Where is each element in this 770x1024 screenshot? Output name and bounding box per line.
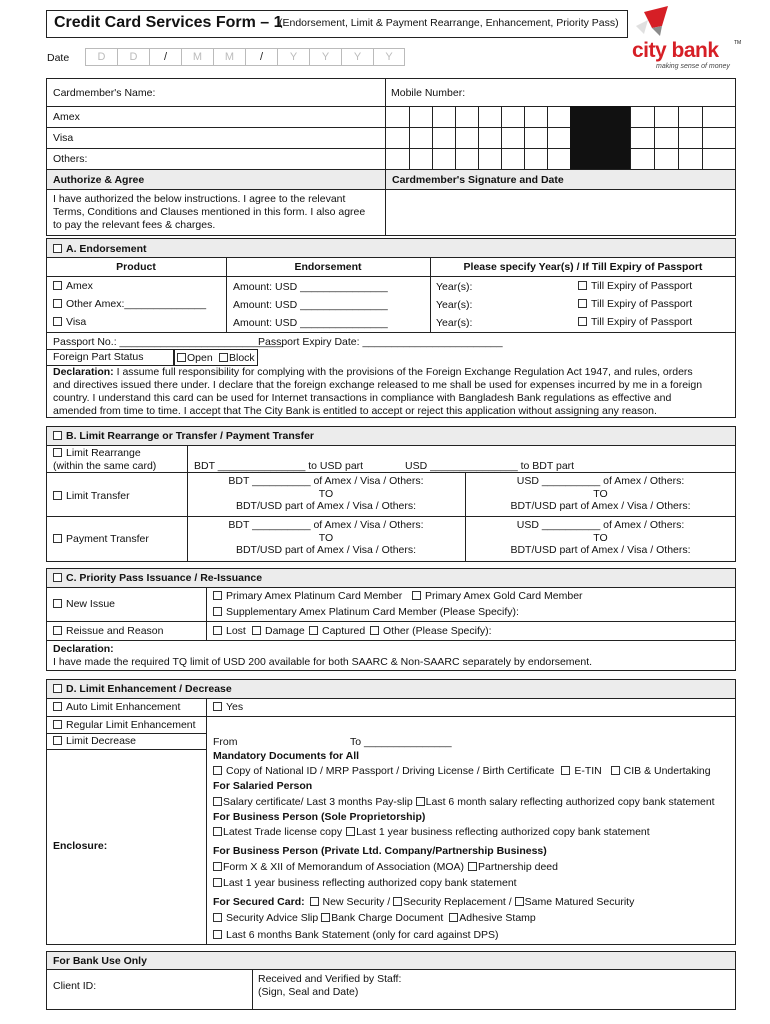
auto-enhancement-checkbox[interactable]	[53, 702, 62, 711]
limit-decrease-option: Limit Decrease	[53, 735, 136, 748]
limit-transfer-usd[interactable]: USD __________ of Amex / Others: TO BDT/USD part of Amex / Visa / Others:	[510, 475, 691, 513]
endorsement-declaration: Declaration: I assume full responsibility for complying with the provisions of the Foreign Exchange Regulation Act 1947, and rules, orders and directives issued there under. I declare that the foreign exchange released to me shall be used for expenses incurred by me in a foreign country. I understand this card can be used for Internet transactions in compliance with Bangladesh Bank regulations as effective and amended from time to time. I accept that The City Bank is entitled to accept or reject this application without assigning any reason.	[53, 366, 703, 418]
priority-pass-section-checkbox[interactable]	[53, 573, 62, 582]
date-cell[interactable]: M	[213, 48, 245, 66]
ltd-title: For Business Person (Private Ltd. Company/Partnership Business)	[213, 845, 547, 857]
limit-rearrange-section-checkbox[interactable]	[53, 431, 62, 440]
reason-captured: Captured	[309, 625, 365, 638]
payment-transfer-checkbox[interactable]	[53, 534, 62, 543]
status-block-checkbox[interactable]	[219, 353, 228, 362]
date-cell[interactable]: D	[117, 48, 149, 66]
payment-transfer-option: Payment Transfer	[53, 533, 149, 546]
adhesive-stamp-checkbox[interactable]	[449, 913, 458, 922]
form-title: Credit Card Services Form – 1	[54, 14, 283, 31]
cardmember-signature-field[interactable]	[390, 192, 730, 232]
product-amex: Amex	[53, 280, 93, 293]
status-open-checkbox[interactable]	[177, 353, 186, 362]
same-matured-checkbox[interactable]	[515, 897, 524, 906]
cardmember-name-label: Cardmember's Name:	[53, 87, 156, 99]
to-field[interactable]: To _______________	[350, 736, 452, 748]
charge-doc-checkbox[interactable]	[321, 913, 330, 922]
col-endorsement: Endorsement	[294, 261, 362, 273]
product-other-amex: Other Amex:______________	[53, 298, 206, 311]
date-cell[interactable]: Y	[277, 48, 309, 66]
limit-decrease-checkbox[interactable]	[53, 736, 62, 745]
years-field[interactable]: Year(s):	[436, 281, 473, 293]
years-field[interactable]: Year(s):	[436, 317, 473, 329]
reason-other-checkbox[interactable]	[370, 626, 379, 635]
endorsement-checkbox[interactable]	[53, 244, 62, 253]
reason-lost: Lost	[213, 625, 246, 638]
date-label: Date	[47, 52, 70, 64]
advice-slip-checkbox[interactable]	[213, 913, 222, 922]
reissue-checkbox[interactable]	[53, 626, 62, 635]
supplementary-checkbox[interactable]	[213, 607, 222, 616]
nid-checkbox[interactable]	[213, 766, 222, 775]
years-field[interactable]: Year(s):	[436, 299, 473, 311]
mobile-number-label: Mobile Number:	[391, 87, 466, 99]
masked-card-digits	[570, 106, 630, 169]
reissue-option: Reissue and Reason	[53, 625, 163, 638]
priority-pass-declaration: Declaration: I have made the required TQ limit of USD 200 available for both SAARC & Non-SAARC separately by endorsement.	[53, 643, 593, 668]
yes-checkbox[interactable]	[213, 702, 222, 711]
bank-use-title: For Bank Use Only	[53, 955, 147, 967]
date-separator: /	[149, 48, 181, 66]
new-issue-checkbox[interactable]	[53, 599, 62, 608]
from-field[interactable]: From	[213, 736, 238, 748]
limit-transfer-bdt[interactable]: BDT __________ of Amex / Visa / Others: TO BDT/USD part of Amex / Visa / Others:	[228, 475, 424, 513]
date-cell[interactable]: M	[181, 48, 213, 66]
staff-signature-field[interactable]	[430, 972, 730, 1006]
new-issue-option: New Issue	[53, 598, 115, 611]
new-security-checkbox[interactable]	[310, 897, 319, 906]
gold-member-checkbox[interactable]	[412, 591, 421, 600]
reason-other: Other (Please Specify):	[370, 625, 492, 638]
card-type-amex: Amex	[53, 111, 80, 123]
limit-rearrange-option: Limit Rearrange (within the same card)	[53, 447, 157, 473]
city-bank-logo	[622, 6, 742, 72]
ltd-docs-row: Form X & XII of Memorandum of Association (MOA) Partnership deed	[213, 861, 558, 874]
salary-statement-checkbox[interactable]	[416, 797, 425, 806]
auto-enhancement-option: Auto Limit Enhancement	[53, 701, 180, 714]
foreign-part-label: Foreign Part Status	[53, 351, 144, 363]
trade-license-checkbox[interactable]	[213, 827, 222, 836]
business-title: For Business Person (Sole Proprietorship)	[213, 811, 426, 823]
logo-text: city bank	[632, 39, 719, 62]
dps-row: Last 6 months Bank Statement (only for card against DPS)	[213, 929, 499, 942]
card-number-grid[interactable]	[385, 106, 736, 169]
till-expiry-option: Till Expiry of Passport	[578, 280, 692, 293]
limit-rearrange-checkbox[interactable]	[53, 448, 62, 457]
passport-expiry-field[interactable]: Passport Expiry Date: ________________________	[258, 336, 503, 348]
reason-lost-checkbox[interactable]	[213, 626, 222, 635]
authorize-title: Authorize & Agree	[53, 174, 145, 186]
mandatory-docs-title: Mandatory Documents for All	[213, 750, 360, 762]
till-expiry-checkbox[interactable]	[578, 281, 587, 290]
moa-checkbox[interactable]	[213, 862, 222, 871]
payment-transfer-bdt[interactable]: BDT __________ of Amex / Visa / Others: TO BDT/USD part of Amex / Visa / Others:	[228, 519, 424, 557]
signature-title: Cardmember's Signature and Date	[392, 174, 564, 186]
logo-tagline: making sense of money	[656, 63, 730, 70]
client-id-input[interactable]	[110, 972, 248, 1006]
security-replacement-checkbox[interactable]	[393, 897, 402, 906]
business-docs-row: Latest Trade license copy Last 1 year business reflecting authorized copy bank statement	[213, 826, 650, 839]
usd-to-bdt-field[interactable]: USD _______________ to BDT part	[405, 460, 575, 472]
secured-docs-row: Security Advice Slip Bank Charge Document Adhesive Stamp	[213, 912, 536, 925]
limit-transfer-option: Limit Transfer	[53, 490, 130, 503]
amount-field[interactable]: Amount: USD _______________	[233, 299, 388, 311]
card-type-visa: Visa	[53, 132, 74, 144]
mandatory-docs-row: Copy of National ID / MRP Passport / Driving License / Birth Certificate E-TIN CIB & Undertaking	[213, 765, 711, 778]
gold-member-option: Primary Amex Gold Card Member	[412, 590, 583, 603]
passport-no-field[interactable]: Passport No.: ____________________________	[53, 336, 284, 348]
etin-checkbox[interactable]	[561, 766, 570, 775]
limit-transfer-checkbox[interactable]	[53, 491, 62, 500]
business-statement-checkbox[interactable]	[346, 827, 355, 836]
product-visa-checkbox[interactable]	[53, 317, 62, 326]
authorize-text: I have authorized the below instructions. I agree to the relevant Terms, Conditions and Clauses mentioned in this form. I also agree to pay the relevant fees & charges.	[53, 193, 366, 232]
limit-enhancement-title: D. Limit Enhancement / Decrease	[53, 683, 232, 696]
ltd-statement-checkbox[interactable]	[213, 878, 222, 887]
form-subtitle: (Endorsement, Limit & Payment Rearrange, Enhancement, Priority Pass)	[279, 17, 619, 29]
received-verified-label: Received and Verified by Staff: (Sign, Seal and Date)	[258, 973, 402, 999]
client-id-label: Client ID:	[53, 980, 97, 992]
date-cell[interactable]: D	[85, 48, 117, 66]
ltd-statement-row: Last 1 year business reflecting authorized copy bank statement	[213, 877, 517, 890]
date-cell[interactable]: Y	[373, 48, 405, 66]
product-amex-checkbox[interactable]	[53, 281, 62, 290]
regular-enhancement-checkbox[interactable]	[53, 720, 62, 729]
till-expiry-checkbox[interactable]	[578, 317, 587, 326]
till-expiry-option: Till Expiry of Passport	[578, 298, 692, 311]
cardmember-name-input[interactable]	[150, 82, 380, 104]
yes-option: Yes	[213, 701, 243, 714]
bdt-to-usd-field[interactable]: BDT _______________ to USD part	[194, 460, 364, 472]
logo-tm: TM	[734, 40, 742, 46]
priority-pass-title: C. Priority Pass Issuance / Re-Issuance	[53, 572, 262, 585]
mobile-number-input[interactable]	[470, 82, 730, 104]
platinum-member-option: Primary Amex Platinum Card Member	[213, 590, 402, 603]
dps-statement-checkbox[interactable]	[213, 930, 222, 939]
cib-checkbox[interactable]	[611, 766, 620, 775]
platinum-member-checkbox[interactable]	[213, 591, 222, 600]
amount-field[interactable]: Amount: USD _______________	[233, 317, 388, 329]
status-block-option: Block	[219, 352, 255, 365]
reason-damage-checkbox[interactable]	[252, 626, 261, 635]
till-expiry-option: Till Expiry of Passport	[578, 316, 692, 329]
status-open-option: Open	[177, 352, 213, 365]
date-cell[interactable]: Y	[309, 48, 341, 66]
reason-damage: Damage	[252, 625, 305, 638]
salary-certificate-checkbox[interactable]	[213, 797, 222, 806]
payment-transfer-usd[interactable]: USD __________ of Amex / Others: TO BDT/USD part of Amex / Visa / Others:	[510, 519, 691, 557]
secured-card-row: For Secured Card: New Security / Security Replacement / Same Matured Security	[213, 896, 635, 908]
col-product: Product	[116, 261, 156, 273]
regular-enhancement-option: Regular Limit Enhancement	[53, 719, 196, 732]
limit-rearrange-title: B. Limit Rearrange or Transfer / Payment Transfer	[53, 430, 314, 443]
partnership-deed-checkbox[interactable]	[468, 862, 477, 871]
till-expiry-checkbox[interactable]	[578, 299, 587, 308]
date-separator: /	[245, 48, 277, 66]
salaried-docs-row: Salary certificate/ Last 3 months Pay-slip Last 6 month salary reflecting authorized copy bank statement	[213, 796, 715, 809]
enclosure-label: Enclosure:	[53, 840, 108, 852]
salaried-title: For Salaried Person	[213, 780, 313, 792]
amount-field[interactable]: Amount: USD _______________	[233, 281, 388, 293]
limit-enhancement-section-checkbox[interactable]	[53, 684, 62, 693]
endorsement-title: A. Endorsement	[53, 243, 147, 256]
product-visa: Visa	[53, 316, 86, 329]
date-cell[interactable]: Y	[341, 48, 373, 66]
reason-captured-checkbox[interactable]	[309, 626, 318, 635]
card-type-others: Others:	[53, 153, 88, 165]
product-other-amex-checkbox[interactable]	[53, 299, 62, 308]
col-years: Please specify Year(s) / If Till Expiry of Passport	[463, 261, 703, 273]
supplementary-option: Supplementary Amex Platinum Card Member (Please Specify):	[213, 606, 519, 619]
